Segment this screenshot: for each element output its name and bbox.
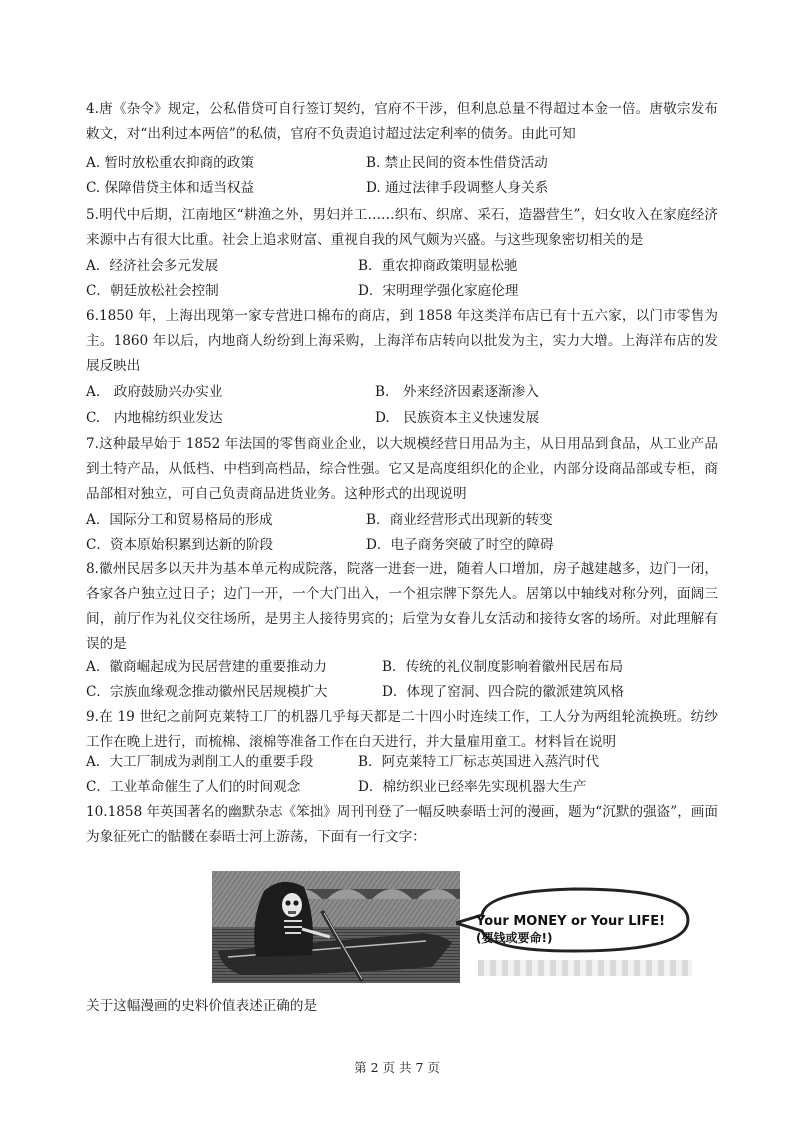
page-footer: 第 2 页 共 7 页 xyxy=(354,1060,440,1075)
question-9-option-a: A．大工厂制成为剥削工人的重要手段 xyxy=(86,754,314,770)
question-8-option-a: A．徽商崛起成为民居营建的重要推动力 xyxy=(86,659,327,675)
question-9-option-b: B．阿克莱特工厂标志英国进入蒸汽时代 xyxy=(358,754,600,770)
skeleton-boat-illustration xyxy=(212,871,460,983)
question-6-option-a: A. 政府鼓励兴办实业 xyxy=(86,384,223,400)
question-4-option-a: A. 暂时放松重农抑商的政策 xyxy=(86,155,254,171)
question-7-stem: 7.这种最早始于 1852 年法国的零售商业企业，以大规模经营日用品为主，从日用品到食品，从工业产品到土特产品，从低档、中档到高档品，综合性强。它又是高度组织化的企业，内部分设商品部或专柜，商品部相对独立，可自己负责商品进货业务。这种形式的出现说明 xyxy=(86,436,718,502)
question-4-option-c: C. 保障借贷主体和适当权益 xyxy=(86,180,255,196)
punch-cartoon-figure xyxy=(212,871,692,983)
question-6-option-d: D. 民族资本主义快速发展 xyxy=(375,410,540,426)
question-8-option-d: D．体现了窑洞、四合院的徽派建筑风格 xyxy=(382,684,624,700)
question-9-stem: 9.在 19 世纪之前阿克莱特工厂的机器几乎每天都是二十四小时连续工作，工人分为两组轮流换班。纺纱工作在晚上进行，而梳棉、滚棉等准备工作在白天进行，并大量雇用童工。材料旨在说明 xyxy=(86,709,718,750)
question-6-stem: 6.1850 年，上海出现第一家专营进口棉布的商店，到 1858 年这类洋布店已有十五六家，以门市零售为主。1860 年以后，内地商人纷纷到上海采购，上海洋布店转向以批发为主，实力大增。上海洋布店的发展反映出 xyxy=(86,308,718,374)
speech-bubble-text xyxy=(476,913,676,947)
question-6-option-c: C. 内地棉纺织业发达 xyxy=(86,410,223,426)
cartoon-engraving-image xyxy=(212,871,460,983)
blurred-caption-strip xyxy=(478,960,692,976)
question-4-option-d: D. 通过法律手段调整人身关系 xyxy=(366,180,549,196)
question-7-option-c: C．资本原始积累到达新的阶段 xyxy=(86,537,274,553)
bubble-chinese-line: (要钱或要命!) xyxy=(476,931,553,945)
question-8-option-c: C．宗族血缘观念推动徽州民居规模扩大 xyxy=(86,684,328,700)
question-5-stem: 5.明代中后期，江南地区“耕渔之外，男妇并工……织布、织席、采石，造器营生”，妇女收入在家庭经济来源中占有很大比重。社会上追求财富、重视自我的风气颇为兴盛。与这些现象密切相关的是 xyxy=(86,207,718,248)
question-9-option-c: C．工业革命催生了人们的时间观念 xyxy=(86,779,301,795)
question-5-option-a: A．经济社会多元发展 xyxy=(86,258,219,274)
question-7-option-a: A．国际分工和贸易格局的形成 xyxy=(86,512,273,528)
question-5-option-b: B．重农抑商政策明显松驰 xyxy=(358,258,518,274)
question-5-option-d: D．宋明理学强化家庭伦理 xyxy=(358,283,519,299)
question-8-option-b: B．传统的礼仪制度影响着徽州民居布局 xyxy=(382,659,624,675)
question-4-option-b: B. 禁止民间的资本性借贷活动 xyxy=(366,155,548,171)
question-9-option-d: D．棉纺织业已经率先实现机器大生产 xyxy=(358,779,587,795)
question-10-stem: 10.1858 年英国著名的幽默杂志《笨拙》周刊刊登了一幅反映泰晤士河的漫画，题为“沉默的强盗”，画面为象征死亡的骷髅在泰晤士河上游荡，下面有一行文字： xyxy=(86,804,718,845)
question-6-option-b: B. 外来经济因素逐渐渗入 xyxy=(375,384,539,400)
question-8-stem: 8.徽州民居多以天井为基本单元构成院落，院落一进套一进，随着人口增加，房子越建越多，边门一闭，各家各户独立过日子；边门一开，一个大门出入，一个祖宗牌下祭先人。居第以中轴线对称分列，面阔三间，前厅作为礼仪交往场所，是男主人接待男宾的；后堂为女眷儿女活动和接待女客的场所。对此理解有误的是 xyxy=(86,561,718,652)
question-7-option-d: D．电子商务突破了时空的障碍 xyxy=(366,537,554,553)
question-7-option-b: B．商业经营形式出现新的转变 xyxy=(366,512,553,528)
bubble-english-line: Your MONEY or Your LIFE! xyxy=(476,914,666,929)
question-4-stem: 4.唐《杂令》规定，公私借贷可自行签订契约，官府不干涉，但利息总量不得超过本金一倍。唐敬宗发布敕文，对“出利过本两倍”的私债，官府不负责追讨超过法定利率的债务。由此可知 xyxy=(86,101,718,142)
question-10-prompt: 关于这幅漫画的史料价值表述正确的是 xyxy=(86,998,318,1014)
question-5-option-c: C．朝廷放松社会控制 xyxy=(86,283,219,299)
